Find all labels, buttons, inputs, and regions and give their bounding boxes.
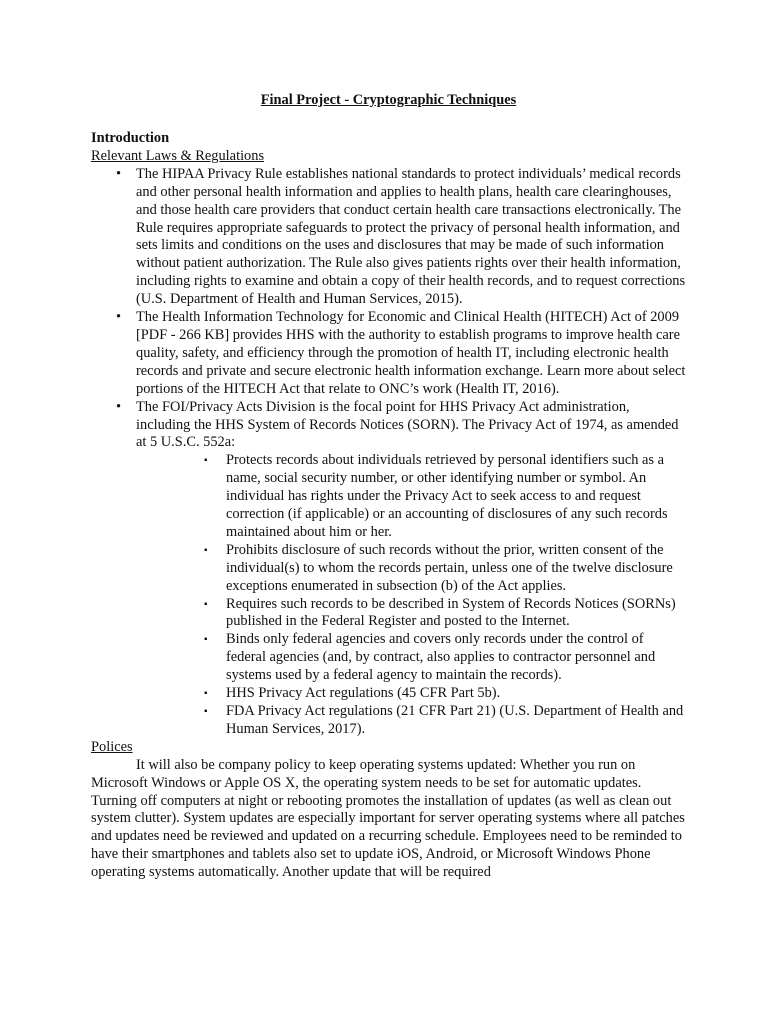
sub-list-item: [91, 542, 686, 596]
sub-list-item-text: HHS Privacy Act regulations (45 CFR Part 5b).: [226, 685, 501, 702]
laws-bullet-list: [91, 166, 686, 453]
sub-list-item-text: Protects records about individuals retrieved by personal identifiers such as a name, social security number, or other identifying number or symbol. An individual has rights under the Privacy Act to seek access to and request correction (if applicable) or an accounting of disclosures of any such records maintained about him or her.: [226, 452, 668, 540]
list-item-hipaa: [91, 166, 686, 309]
sub-list-item: [91, 685, 686, 703]
square-bullet-icon: ▪: [204, 544, 208, 556]
square-bullet-icon: ▪: [204, 598, 208, 610]
square-bullet-icon: ▪: [204, 706, 208, 717]
privacy-act-sub-list: [91, 452, 686, 739]
policies-paragraph: It will also be company policy to keep operating systems updated: Whether you run on Microsoft Windows or Apple OS X, the operating system needs to be set for automatic updates. Turning off computers at night or rebooting promotes the installation of updates (as well as clean out system clutter). System updates are especially important for server operating systems where all patches and updates need be reviewed and updated on a recurring schedule. Employees need to be reminded to have their smartphones and tablets also set to update iOS, Android, or Microsoft Windows Phone operating systems automatically. Another update that will be required: [91, 756, 685, 881]
sub-list-item-text: FDA Privacy Act regulations (21 CFR Part 21) (U.S. Department of Health and Human Services, 2017).: [226, 703, 684, 737]
list-item-foi-privacy: [91, 399, 686, 453]
introduction-heading: Introduction: [91, 130, 170, 146]
list-item-hitech: [91, 309, 686, 399]
square-bullet-icon: ▪: [204, 688, 208, 700]
list-item-text: The HIPAA Privacy Rule establishes national standards to protect individuals’ medical records and other personal health information and applies to health plans, health care clearinghouses, and those health care providers that conduct certain health care transactions electronically. The Rule requires appropriate safeguards to protect the privacy of personal health information, and sets limits and conditions on the uses and disclosures that may be made of such information without patient authorization. The Rule also gives patients rights over their health information, including rights to examine and obtain a copy of their health records, and to request corrections (U.S. Department of Health and Human Services, 2015).: [136, 165, 686, 308]
list-item-text: The Health Information Technology for Economic and Clinical Health (HITECH) Act of 2009 [PDF - 266 KB] provides HHS with the authority to establish programs to improve health care quality, safety, and efficiency through the promotion of health IT, including electronic health records and private and secure electronic health information exchange. Learn more about select portions of the HITECH Act that relate to ONC’s work (Health IT, 2016).: [136, 309, 686, 397]
bullet-icon: •: [116, 165, 122, 182]
list-item-text: The FOI/Privacy Acts Division is the focal point for HHS Privacy Act administration, including the HHS System of Records Notices (SORN). The Privacy Act of 1974, as amended at 5 U.S.C. 552a:: [136, 398, 679, 451]
sub-list-item: [91, 703, 686, 739]
sub-list-item-text: Binds only federal agencies and covers only records under the control of federal agencies (and, by contract, also applies to contractor personnel and systems used by a federal agency to maintain the records).: [226, 631, 656, 684]
sub-list-item-text: Requires such records to be described in System of Records Notices (SORNs) published in the Federal Register and posted to the Internet.: [226, 595, 676, 630]
bullet-icon: •: [116, 398, 122, 415]
document-page: [91, 92, 686, 882]
sub-list-item: [91, 631, 686, 685]
square-bullet-icon: ▪: [204, 634, 208, 646]
bullet-icon: •: [116, 309, 122, 326]
document-title: Final Project - Cryptographic Techniques: [260, 92, 517, 108]
sub-list-item: [91, 452, 686, 542]
sub-list-item: [91, 596, 686, 632]
sub-list-item-text: Prohibits disclosure of such records without the prior, written consent of the individual(s) to whom the records pertain, unless one of the twelve disclosure exceptions enumerated in subsection (b) of the Act applies.: [226, 541, 673, 594]
square-bullet-icon: ▪: [204, 455, 208, 467]
policies-heading: Polices: [91, 738, 133, 755]
laws-regulations-heading: Relevant Laws & Regulations: [91, 147, 265, 164]
